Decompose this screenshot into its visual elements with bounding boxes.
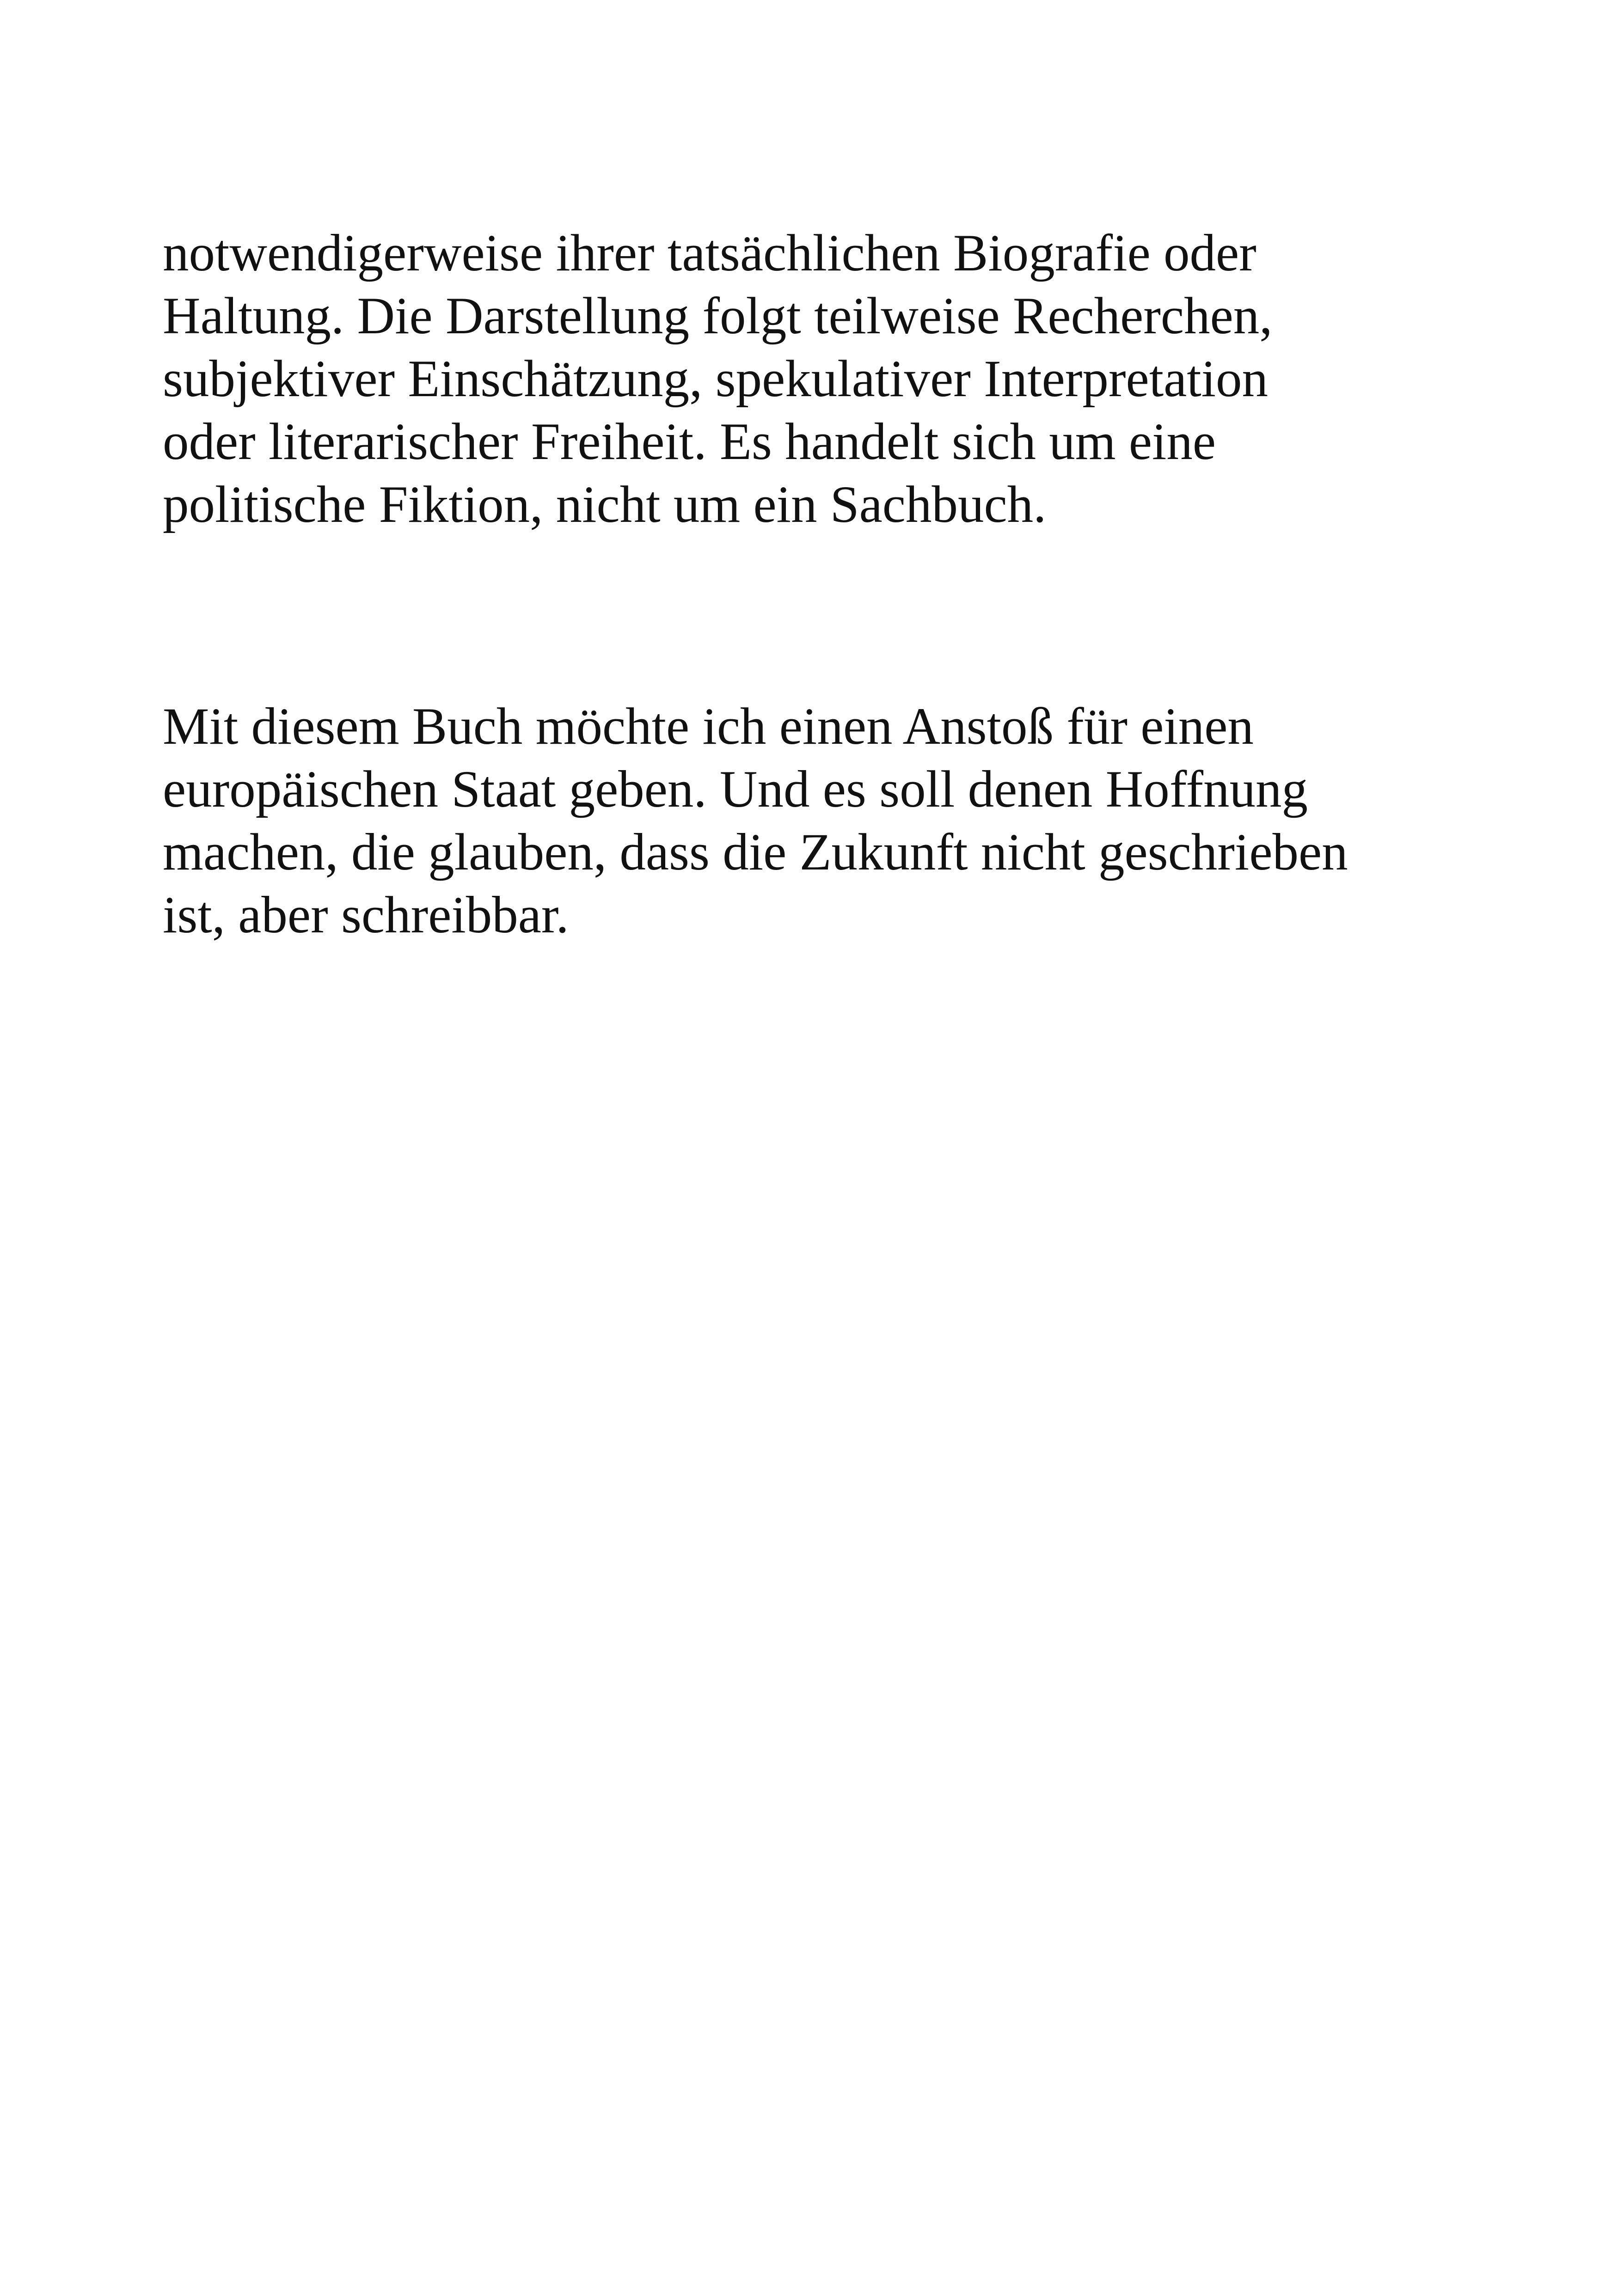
text-line: notwendigerweise ihrer tatsächlichen Biografie oder bbox=[163, 224, 1256, 282]
text-line: ist, aber schreibbar. bbox=[163, 886, 569, 944]
disclaimer-paragraph bbox=[163, 222, 1503, 536]
intent-paragraph bbox=[163, 695, 1503, 947]
text-line: europäischen Staat geben. Und es soll denen Hoffnung bbox=[163, 760, 1308, 818]
text-line: Haltung. Die Darstellung folgt teilweise Recherchen, bbox=[163, 287, 1273, 345]
text-line: machen, die glauben, dass die Zukunft nicht geschrieben bbox=[163, 823, 1348, 881]
text-line: politische Fiktion, nicht um ein Sachbuch. bbox=[163, 476, 1047, 533]
text-line: subjektiver Einschätzung, spekulativer Interpretation bbox=[163, 350, 1269, 408]
text-line: oder literarischer Freiheit. Es handelt sich um eine bbox=[163, 413, 1216, 471]
text-line: Mit diesem Buch möchte ich einen Anstoß für einen bbox=[163, 698, 1254, 755]
